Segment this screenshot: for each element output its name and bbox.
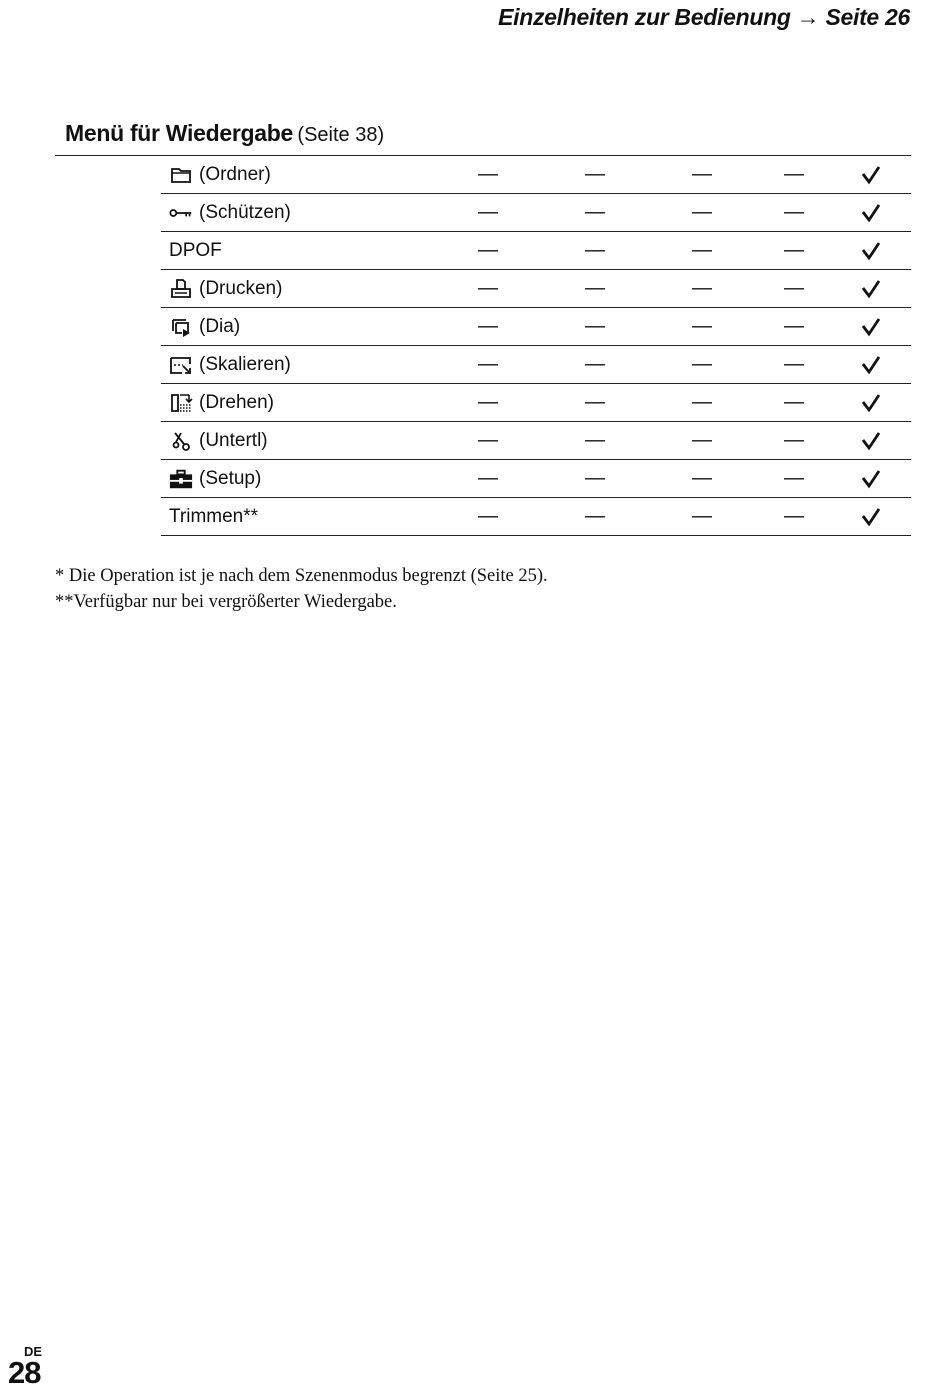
table-row xyxy=(161,156,911,194)
table-row xyxy=(161,460,911,498)
cell-dash: — xyxy=(585,239,605,261)
row-label xyxy=(169,498,258,535)
row-label xyxy=(169,384,274,421)
checkmark-icon xyxy=(859,498,883,535)
playback-menu-table xyxy=(161,156,911,536)
checkmark-icon xyxy=(859,308,883,345)
cell-dash: — xyxy=(478,315,498,337)
row-label-text: (Untertl) xyxy=(199,429,268,451)
cell-dash: — xyxy=(692,353,712,375)
cell-dash: — xyxy=(478,505,498,527)
section-title xyxy=(65,120,384,147)
row-label xyxy=(169,194,291,231)
cell-dash: — xyxy=(692,163,712,185)
row-label xyxy=(169,460,261,497)
slideshow-icon xyxy=(169,315,193,339)
row-label xyxy=(169,270,282,307)
table-row xyxy=(161,422,911,460)
row-label-text: DPOF xyxy=(169,239,222,261)
table-row xyxy=(161,194,911,232)
key-icon xyxy=(169,201,193,225)
row-label-text: (Setup) xyxy=(199,467,262,489)
checkmark-icon xyxy=(859,270,883,307)
checkmark-icon xyxy=(859,384,883,421)
cell-dash: — xyxy=(784,429,804,451)
table-row xyxy=(161,346,911,384)
cell-dash: — xyxy=(478,467,498,489)
cell-dash: — xyxy=(478,391,498,413)
cell-dash: — xyxy=(692,239,712,261)
cell-dash: — xyxy=(585,505,605,527)
cell-dash: — xyxy=(478,353,498,375)
cell-dash: — xyxy=(478,429,498,451)
cell-dash: — xyxy=(692,467,712,489)
cell-dash: — xyxy=(585,201,605,223)
cell-dash: — xyxy=(478,163,498,185)
cell-dash: — xyxy=(784,239,804,261)
cell-dash: — xyxy=(692,391,712,413)
cell-dash: — xyxy=(692,429,712,451)
checkmark-icon xyxy=(859,460,883,497)
cell-dash: — xyxy=(585,315,605,337)
scissors-icon xyxy=(169,429,193,453)
section-page-ref: (Seite 38) xyxy=(297,124,385,146)
folder-icon xyxy=(169,163,193,187)
print-icon xyxy=(169,277,193,301)
checkmark-icon xyxy=(859,194,883,231)
checkmark-icon xyxy=(859,422,883,459)
cell-dash: — xyxy=(692,277,712,299)
cell-dash: — xyxy=(692,315,712,337)
section-title-text: Menü für Wiedergabe xyxy=(65,120,293,146)
cell-dash: — xyxy=(784,505,804,527)
toolbox-icon xyxy=(169,467,193,491)
cell-dash: — xyxy=(784,277,804,299)
footnotes xyxy=(55,563,548,615)
row-label-text: Trimmen** xyxy=(169,505,259,527)
row-label-text: (Dia) xyxy=(199,315,241,337)
row-label xyxy=(169,346,291,383)
footnote: **Verfügbar nur bei vergrößerter Wiedergabe. xyxy=(55,592,397,612)
page-language: DE xyxy=(24,1344,43,1359)
cell-dash: — xyxy=(585,391,605,413)
footnote: * Die Operation ist je nach dem Szenenmodus begrenzt (Seite 25). xyxy=(55,566,548,586)
table-row xyxy=(161,308,911,346)
checkmark-icon xyxy=(859,346,883,383)
table-row xyxy=(161,498,911,536)
row-label-text: (Drehen) xyxy=(199,391,274,413)
table-row xyxy=(161,232,911,270)
table-row xyxy=(161,270,911,308)
cell-dash: — xyxy=(478,201,498,223)
row-label xyxy=(169,232,222,269)
cell-dash: — xyxy=(692,201,712,223)
resize-icon xyxy=(169,353,193,377)
page-number: 28 xyxy=(8,1355,41,1390)
rotate-icon xyxy=(169,391,193,415)
cell-dash: — xyxy=(585,277,605,299)
cell-dash: — xyxy=(585,429,605,451)
cell-dash: — xyxy=(692,505,712,527)
cell-dash: — xyxy=(478,277,498,299)
cell-dash: — xyxy=(784,391,804,413)
cell-dash: — xyxy=(784,315,804,337)
row-label-text: (Schützen) xyxy=(199,201,291,223)
cell-dash: — xyxy=(478,239,498,261)
cell-dash: — xyxy=(784,201,804,223)
row-label-text: (Drucken) xyxy=(199,277,283,299)
header-reference: Einzelheiten zur Bedienung → Seite 26 xyxy=(498,4,910,30)
row-label-text: (Ordner) xyxy=(199,163,271,185)
cell-dash: — xyxy=(784,353,804,375)
cell-dash: — xyxy=(784,467,804,489)
cell-dash: — xyxy=(784,163,804,185)
cell-dash: — xyxy=(585,163,605,185)
cell-dash: — xyxy=(585,467,605,489)
checkmark-icon xyxy=(859,156,883,193)
cell-dash: — xyxy=(585,353,605,375)
row-label-text: (Skalieren) xyxy=(199,353,291,375)
checkmark-icon xyxy=(859,232,883,269)
row-label xyxy=(169,422,268,459)
row-label xyxy=(169,156,271,193)
row-label xyxy=(169,308,240,345)
table-row xyxy=(161,384,911,422)
